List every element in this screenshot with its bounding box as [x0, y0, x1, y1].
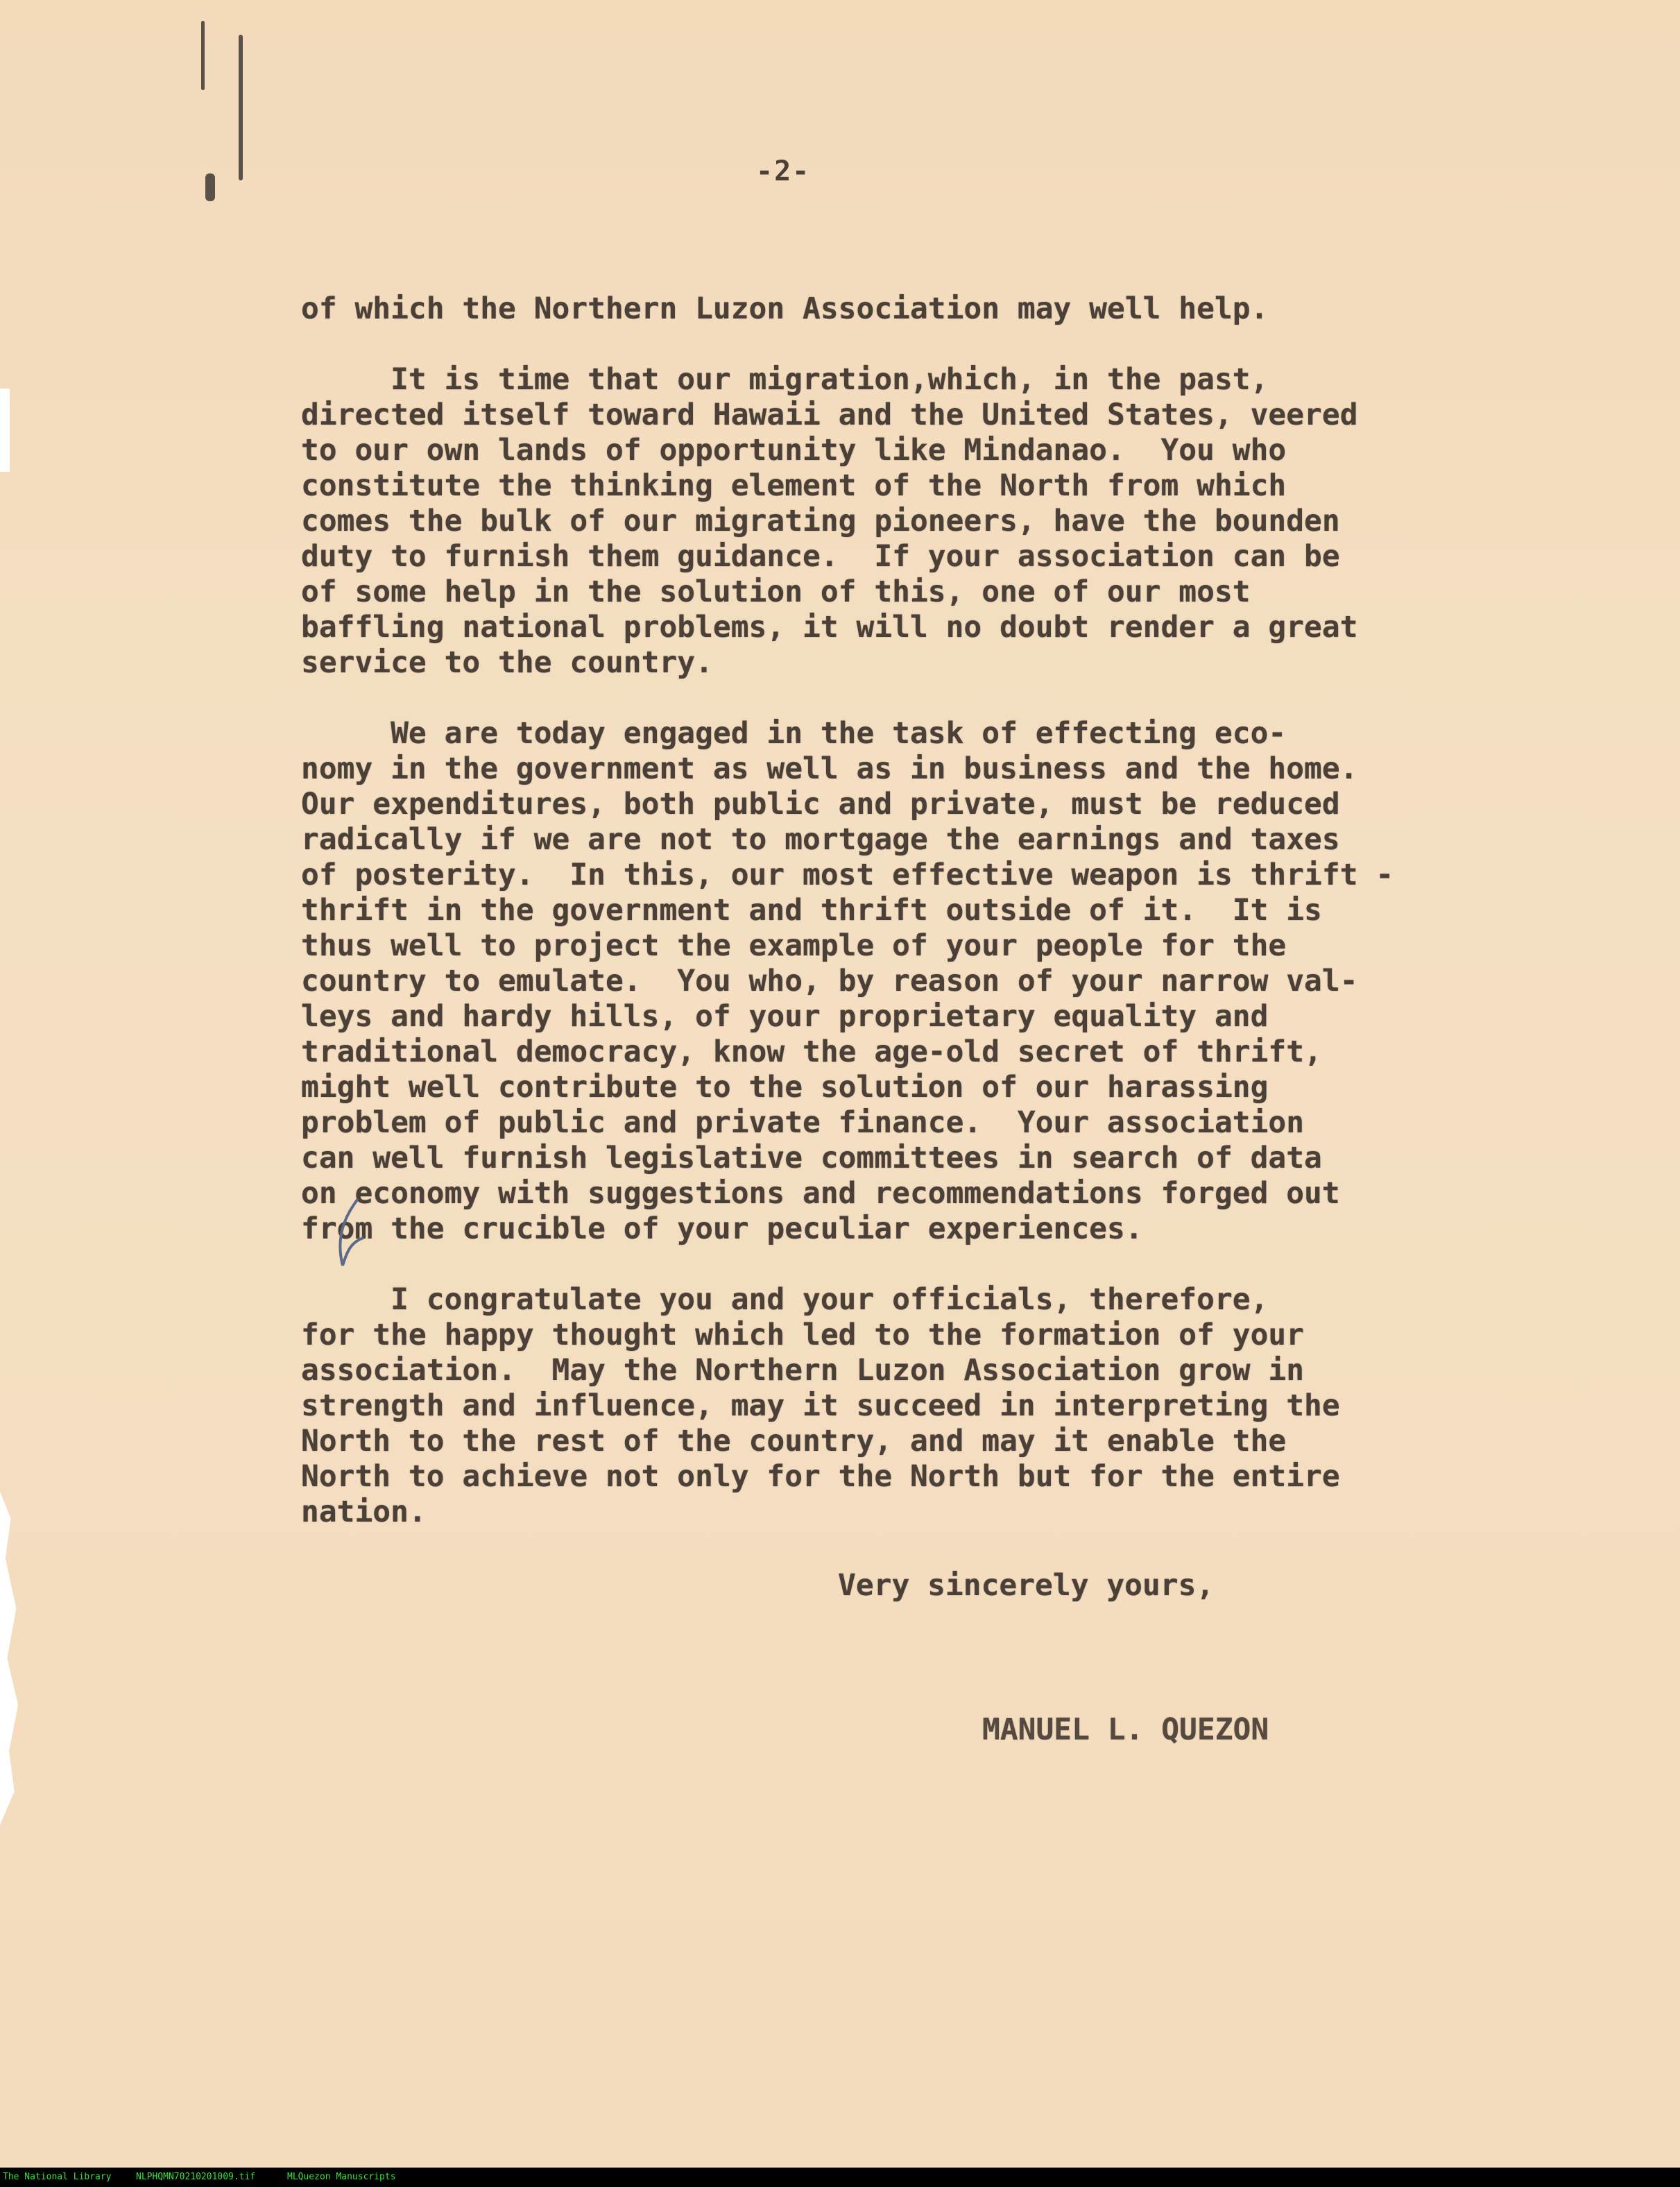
text-line: can well furnish legislative committees in search of data [301, 1141, 1322, 1175]
signature-name: MANUEL L. QUEZON [982, 1712, 1269, 1747]
text-line: on economy with suggestions and recommendations forged out [301, 1176, 1340, 1211]
text-line: North to the rest of the country, and may it enable the [301, 1424, 1287, 1458]
punch-mark-2 [239, 35, 243, 180]
text-line: for the happy thought which led to the formation of your [301, 1318, 1305, 1352]
page-number: -2- [756, 155, 811, 187]
text-line: of posterity. In this, our most effective weapon is thrift - [301, 858, 1394, 892]
text-line: constitute the thinking element of the North from which [301, 468, 1287, 503]
text-line: North to achieve not only for the North but for the entire [301, 1459, 1340, 1494]
text-line: We are today engaged in the task of effecting eco- [301, 716, 1287, 751]
punch-mark-1 [201, 21, 205, 90]
letter-body [301, 291, 1543, 1530]
text-line: directed itself toward Hawaii and the United States, veered [301, 398, 1358, 432]
text-line: radically if we are not to mortgage the earnings and taxes [301, 822, 1340, 857]
torn-edge-top [0, 389, 10, 472]
text-line: from the crucible of your peculiar experiences. [301, 1211, 1143, 1246]
text-line: nomy in the government as well as in business and the home. [301, 751, 1358, 786]
paragraph-gap [301, 327, 1543, 362]
footer-library: The National Library [3, 2172, 112, 2182]
text-line: traditional democracy, know the age-old secret of thrift, [301, 1035, 1322, 1069]
punch-mark-3 [205, 173, 215, 201]
footer-file: NLPHQMN70210201009.tif [136, 2172, 256, 2182]
text-line: of some help in the solution of this, one of our most [301, 575, 1251, 609]
text-line: duty to furnish them guidance. If your association can be [301, 539, 1340, 574]
text-line: might well contribute to the solution of our harassing [301, 1070, 1269, 1105]
text-line: problem of public and private finance. Your association [301, 1105, 1305, 1140]
text-line: leys and hardy hills, of your proprietary equality and [301, 999, 1269, 1034]
text-line: nation. [301, 1495, 427, 1529]
text-line: country to emulate. You who, by reason of your narrow val- [301, 964, 1358, 998]
text-line: association. May the Northern Luzon Association grow in [301, 1353, 1305, 1388]
closing-salutation: Very sincerely yours, [838, 1568, 1215, 1603]
text-line: Our expenditures, both public and private, must be reduced [301, 787, 1340, 822]
footer-collection: MLQuezon Manuscripts [287, 2172, 396, 2182]
text-line: It is time that our migration,which, in the past, [301, 362, 1269, 397]
text-line: comes the bulk of our migrating pioneers, have the bounden [301, 504, 1340, 538]
text-line: to our own lands of opportunity like Mindanao. You who [301, 433, 1287, 468]
text-line: baffling national problems, it will no doubt render a great [301, 610, 1358, 645]
pen-annotation [330, 1196, 372, 1273]
archive-footer [0, 2168, 1680, 2187]
text-line: of which the Northern Luzon Association may well help. [301, 291, 1269, 326]
text-line: service to the country. [301, 645, 713, 680]
text-line: thrift in the government and thrift outside of it. It is [301, 893, 1322, 928]
text-line: strength and influence, may it succeed in interpreting the [301, 1388, 1340, 1423]
text-line: thus well to project the example of your people for the [301, 928, 1287, 963]
paragraph-gap [301, 681, 1543, 716]
paragraph-gap [301, 1247, 1543, 1282]
text-line: I congratulate you and your officials, therefore, [301, 1282, 1269, 1317]
